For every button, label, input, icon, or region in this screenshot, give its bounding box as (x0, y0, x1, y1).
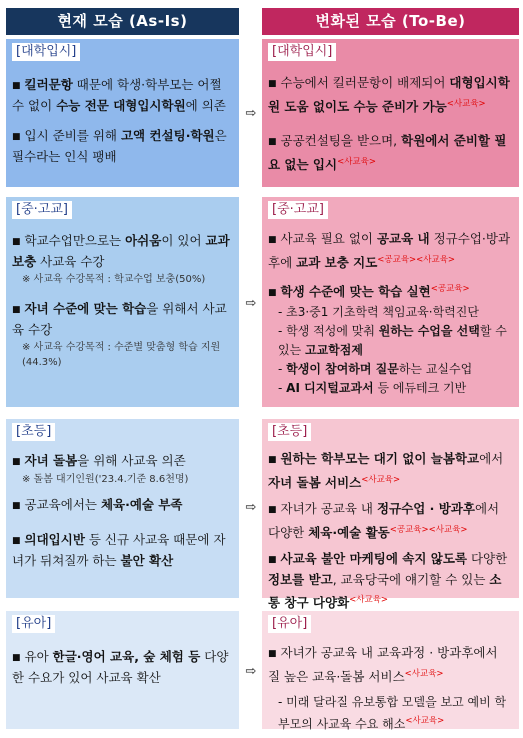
text-part: 때문에 학생·학부모는 어쩔 수 없이 (12, 77, 222, 113)
arrow-icon: ⇨ (245, 500, 257, 515)
private-edu-tag: <사교육> (446, 99, 486, 109)
text-part: - (278, 381, 287, 395)
section-tag-elementary: [초등] (268, 423, 311, 441)
text-part: 입시 준비를 위해 (24, 128, 121, 143)
sub-item: - 초3·중1 기초학력 책임교육·학력진단 (278, 305, 479, 319)
text-part: 사교육 수강 (36, 254, 105, 269)
arrow-icon: ⇨ (245, 296, 257, 311)
arrow-icon: ⇨ (245, 106, 257, 121)
text-part: 원하는 수업을 선택 (378, 324, 480, 338)
bullet-icon: ■ (12, 237, 21, 247)
public-edu-tag: <공교육> (389, 525, 429, 535)
to-be-secondary-block (262, 197, 519, 407)
as-is-header: 현재 모습 (As-Is) (6, 8, 239, 35)
text-part: 수능에서 킬러문항이 배제되어 (280, 75, 450, 90)
private-edu-tag: <사교육> (361, 475, 401, 485)
text-part: 에 의존 (185, 98, 226, 113)
text-part: 은 필수라는 인식 팽배 (12, 128, 227, 164)
section-tag-early-childhood: [유아] (12, 615, 55, 633)
to-be-header: 변화된 모습 (To-Be) (262, 8, 519, 35)
sub-item (268, 693, 511, 734)
as-is-university-block (6, 39, 239, 187)
bullet-icon: ■ (268, 505, 277, 515)
public-edu-tag: <공교육> (377, 255, 417, 265)
section-tag-university: [대학입시] (12, 43, 80, 61)
text-part: 대형입시학원 도움 없이도 수능 준비가 가능 (268, 75, 510, 114)
text-part: 이 있어 (161, 233, 206, 248)
to-be-university-block (262, 39, 519, 187)
text-part: 정규수업 · 방과후 (376, 501, 475, 516)
text-part: 공교육에서는 (24, 497, 101, 512)
text-part: 자녀가 공교육 내 교육과정 · 방과후에서 질 높은 교육·돌봄 서비스 (268, 645, 498, 684)
arrow-icon: ⇨ (245, 664, 257, 679)
section-tag-secondary: [중·고교] (268, 201, 328, 219)
bullet-icon: ■ (268, 288, 277, 298)
section-tag-elementary: [초등] (12, 423, 55, 441)
bullet-icon: ■ (12, 132, 21, 142)
bullet-icon: ■ (12, 536, 21, 546)
text-part: - 미래 달라질 유보통합 모델을 보고 예비 학부모의 사교육 수요 해소 (278, 695, 507, 731)
text-part: 에서 (479, 451, 504, 466)
text-part: 체육·예술 활동 (308, 525, 390, 540)
text-part: 다양한 수요가 있어 사교육 확산 (12, 649, 229, 685)
sub-item (268, 360, 511, 379)
private-edu-tag: <사교육> (428, 525, 468, 535)
text-part: 아쉬움 (125, 233, 162, 248)
text-part: 고교학점제 (305, 343, 363, 357)
text-part: 하는 교실수업 (398, 362, 473, 376)
text-part: , 교육당국에 얘기할 수 있는 (332, 572, 490, 587)
as-is-elementary-block (6, 419, 239, 598)
sub-item (268, 322, 511, 360)
text-part: 학원에서 준비할 필요 없는 입시 (268, 133, 507, 172)
text-part: 정규수업·방과후에 (268, 231, 511, 270)
text-part: 에서 다양한 (268, 501, 500, 540)
section-tag-early-childhood: [유아] (268, 615, 311, 633)
text-part: 자녀가 공교육 내 (280, 501, 377, 516)
text-part: 수능 전문 대형입시학원 (56, 98, 186, 113)
text-part: 원하는 학부모는 대기 없이 늘봄학교 (280, 451, 480, 466)
to-be-early-childhood-block (262, 611, 519, 729)
private-edu-tag: <사교육> (416, 255, 456, 265)
bullet-icon: ■ (268, 649, 277, 659)
text-part: 학생이 참여하며 질문 (286, 362, 399, 376)
text-part: 자녀 돌봄 (24, 453, 78, 468)
to-be-elementary-block (262, 419, 519, 610)
section-tag-university: [대학입시] (268, 43, 336, 61)
sub-item (268, 379, 511, 398)
public-edu-tag: <공교육> (430, 284, 470, 294)
text-part: 을 위해서 사교육 수강 (12, 301, 227, 337)
text-part: 불안 확산 (120, 553, 174, 568)
bullet-icon: ■ (12, 81, 21, 91)
text-part: 공공컨설팅을 받으며, (280, 133, 402, 148)
text-part: 사교육 불안 마케팅에 속지 않도록 (280, 551, 467, 566)
text-part: 의대입시반 (24, 532, 85, 547)
bullet-icon: ■ (268, 79, 277, 89)
bullet-icon: ■ (12, 457, 21, 467)
text-part: 체육·예술 부족 (100, 497, 183, 512)
footnote: ※ 사교육 수강목적 : 수준별 맞춤형 학습 지원(44.3%) (22, 342, 221, 368)
text-part: 등 에듀테크 기반 (373, 381, 467, 395)
text-part: 등 신규 사교육 때문에 자녀가 뒤쳐질까 하는 (12, 532, 226, 568)
text-part: 한글·영어 교육, 숲 체험 등 (52, 649, 201, 664)
text-part: 고액 컨설팅·학원 (120, 128, 215, 143)
bullet-icon: ■ (12, 653, 21, 663)
text-part: 소통 창구 다양화 (268, 572, 502, 610)
footnote: ※ 사교육 수강목적 : 학교수업 보충(50%) (22, 274, 206, 285)
text-part: 사교육 필요 없이 (280, 231, 377, 246)
footnote: ※ 돌봄 대기인원('23.4.기준 8.6천명) (22, 474, 189, 485)
text-part: 킬러문항 (24, 77, 73, 92)
text-part: 자녀 돌봄 서비스 (268, 475, 362, 490)
as-is-secondary-block (6, 197, 239, 407)
bullet-icon: ■ (268, 235, 277, 245)
text-part: AI 디지털교과서 (286, 381, 374, 395)
bullet-icon: ■ (268, 455, 277, 465)
text-part: 공교육 내 (376, 231, 430, 246)
text-part: 학교수업만으로는 (24, 233, 126, 248)
text-part: - (278, 362, 287, 376)
text-part: - 학생 적성에 맞춰 (278, 324, 379, 338)
section-tag-secondary: [중·고교] (12, 201, 72, 219)
as-is-early-childhood-block (6, 611, 239, 729)
text-part: 교과 보충 지도 (296, 255, 378, 270)
text-part: 교과보충 (12, 233, 230, 269)
text-part: 유아 (24, 649, 53, 664)
bullet-icon: ■ (268, 137, 277, 147)
text-part: 할 수 있는 (278, 324, 507, 357)
bullet-icon: ■ (12, 501, 21, 511)
text-part: 자녀 수준에 맞는 학습 (24, 301, 147, 316)
private-edu-tag: <사교육> (404, 669, 444, 679)
text-part: 다양한 (466, 551, 508, 566)
bullet-icon: ■ (268, 555, 277, 565)
bullet-icon: ■ (12, 305, 21, 315)
text-part: 정보를 받고 (268, 572, 333, 587)
text-part: 을 위해 사교육 의존 (77, 453, 186, 468)
text-part: 학생 수준에 맞는 학습 실현 (280, 284, 431, 299)
private-edu-tag: <사교육> (337, 157, 376, 167)
private-edu-tag: <사교육> (405, 716, 445, 726)
private-edu-tag: <사교육> (349, 595, 389, 605)
